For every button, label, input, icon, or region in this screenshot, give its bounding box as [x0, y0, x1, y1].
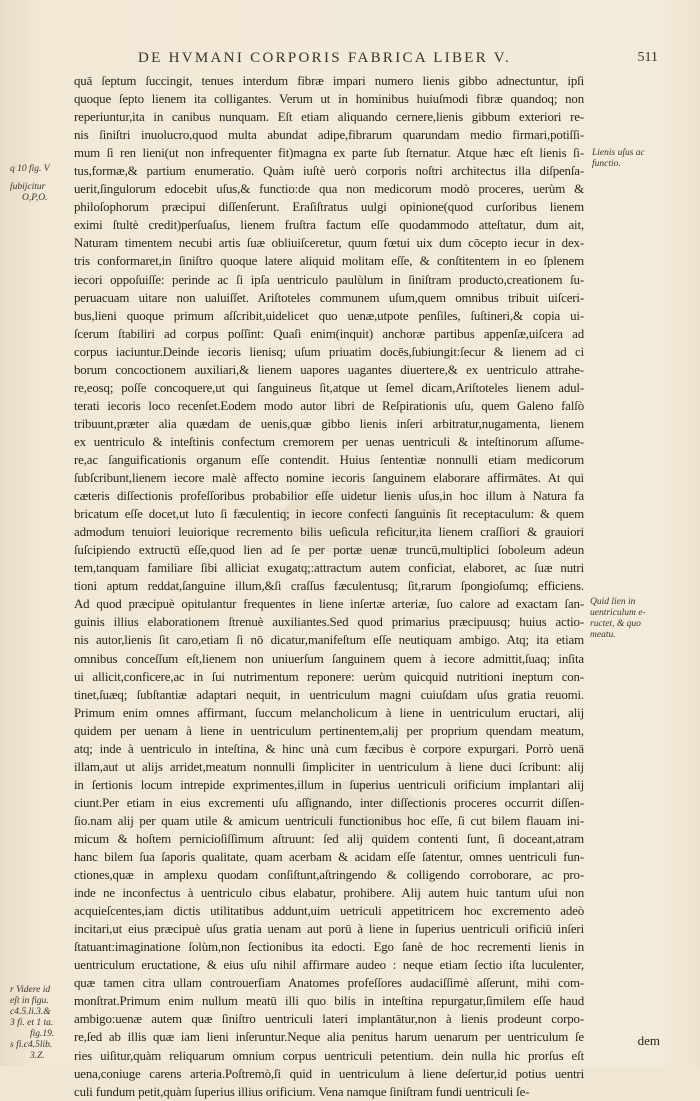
text-line: borum concoctionem auxiliari,& lienem uapores uagantes diuertere,& ex uentriculo attrahe- [74, 362, 584, 377]
margin-note-text: functio. [592, 159, 621, 169]
text-line: ui allicit,conficere,ac in ſui nutrimentum reponere: uerùm quicquid nutritioni ineptum con- [74, 669, 584, 684]
text-line: atq; inde à uentriculo in inteſtina, & hinc unà cum fæcibus è corpore expurgari. Porrò uenā [74, 741, 584, 756]
margin-note-text: ructet, & quo [590, 619, 641, 629]
margin-note-text: 3 fi. et 1 ta. [10, 1018, 54, 1028]
text-line: quā ſeptum ſuccingit, tenues interdum fibræ impari numero lienis gibbo adnectuntur, ipſi [74, 74, 584, 88]
text-line: hanc bilem ſua ſaporis qualitate, quam acerbam & acidam eſſe ſatentur, omnes uentriculi fun- [74, 850, 584, 865]
text-line: re,ac ſanguificationis organum eſſe contendit. Huius ſententiæ nonnulli etiam medicorum [74, 452, 584, 467]
text-line: ex uentriculo & inteſtinis confectum cremorem per uenas uentriculi & inteſtinorum aſſume- [74, 434, 584, 449]
main-text-block [74, 72, 584, 1101]
text-line: tus,formæ,& partium enumeratio. Quàm iuſtè uerò corporis noſtri architectus illa diſpenſa- [74, 164, 584, 179]
margin-note-right [590, 597, 694, 641]
text-line: ctiones,quæ in amplexu quodam conſiſtunt,aſtringendo & colligendo corroborare, ac pro- [74, 868, 584, 883]
text-line: ambigo:uenæ autem quæ ſiniſtro uentriculi lateri implantātur,non à lienis prodeunt corpo- [74, 1012, 584, 1027]
text-line: bricatum eſſe docet,ut luto ſi fæculentiq; in iecore confecti ſanguinis ſit receptaculum: & quem [74, 507, 584, 522]
text-line: uena,coniuge carens arteria.Poſtremò,ſi quid in uentriculum à liene deſertur,id potius uentri [74, 1066, 584, 1081]
text-line: illam,aut ut alijs arridet,meatum nonnulli ſimpliciter in uentriculum à liene duci ſcribunt: alij [74, 759, 584, 774]
text-line: omnibus conceſſum eſt,lienem non uniuerſum ſanguinem quem à iecore admittit,ſuaq; inſita [74, 651, 584, 666]
text-line: tioni aptum reddat,ſanguine illum,&ſi craſſus fæculentusq; ſit,rarum ſpongioſumq; efficiens. [74, 579, 584, 594]
catchword: dem [637, 1033, 660, 1048]
margin-note-left [10, 985, 54, 1062]
margin-note-text: Quid lien in [590, 597, 636, 607]
text-line: quoque ſepto lienem ita colligantes. Verum ut in hominibus huiuſmodi fibræ quandoq; non [74, 92, 584, 107]
text-line: ſcerum ſtabiliri ad corpus poſſint: Quaſi enim(inquit) anchoræ partibus appenſæ,uiſcera ad [74, 326, 584, 341]
margin-note-text: ſubijcitur [10, 182, 46, 192]
folio-number: 511 [637, 50, 658, 65]
margin-note-text: uentriculum e- [590, 608, 646, 618]
text-line: tinet,ſuæq; ſubſtantiæ adaptari nequit, in uentriculum magni cuiuſdam uſus gratia reuomi. [74, 687, 584, 702]
text-line: corpus iaciuntur.Deinde iecoris lienisq; uſum priuatim docēs,ſubiungit:ſecur & lienem ad ci [74, 344, 584, 359]
text-line: terati iecoris loco recenſet.Eodem modo autor libri de Reſpirationis uſu, quem Galeno falſò [74, 398, 584, 413]
text-line: micum & hoſtem pernicioſiſſimum aſtruunt: ſed alij quidem contenti ſunt, ſi doceant,atram [74, 831, 584, 846]
text-line: acquieſcentes,iam dictis utilitatibus addunt,uim uetriculi appetitricem hoc excremento adeò [74, 904, 584, 919]
text-line: ſio.nam alij per quam utile & amicum uentriculi functionibus hoc eſſe, ſi cut bilem flauam ini- [74, 813, 584, 828]
margin-note-text: r Videre id [10, 985, 51, 995]
margin-note-right [592, 148, 692, 170]
text-line: Ad quod præcipuè opitulantur frequentes in liene inſertæ arteriæ, ſuo calore ad exactam ſan- [74, 597, 584, 612]
margin-note-text: meatu. [590, 630, 616, 640]
text-line: reperiuntur,ita in canibus nunquam. Eſt etiam aliquando cernere,lienis gibbum exteriori re- [74, 110, 584, 125]
text-line: ſuſcipiendo extructū eſſe,quod lien ad ſe per portæ uenæ truncū,multiplici ſoboleum adeun [74, 543, 584, 558]
text-line: quidem per uenam à liene in uentriculum pertinentem,alij per proprium quendam meatum, [74, 723, 584, 738]
text-line: in ſertionis locum intrepide exprimentes,illum in ſuperius uentriculi orificium implantari alij [74, 777, 584, 792]
text-line: bus,lieni quoque primum aſſcribit,uidelicet quo uenæ,utpote penſiles, ſuſtineri,& copia ui- [74, 308, 584, 323]
text-line: nis autor,lienis ſit caro,etiam ſi nō dicatur,manifeſtum eſſe neutiquam ambigo. Atq; ita etiam [74, 633, 584, 648]
margin-note-text: fig.19. [30, 1029, 55, 1039]
margin-note-text: O,P,O. [22, 193, 48, 203]
text-line: Naturam timentem necubi artis ſuæ obliuiſceretur, quum fœtui uix dum cōcepto iecur in dex- [74, 236, 584, 251]
text-line: nis ſiniſtri inuolucro,quod multa abundat adipe,fibrarum quarundam medio firmari,potiſſi- [74, 128, 584, 143]
text-line: re,ſed ab illis quæ iam lieni inſeruntur.Neque alia penitus harum uenarum per uentriculum ſe [74, 1030, 584, 1045]
margin-note-text: q 10 fig. V [10, 164, 50, 174]
text-line: re,eosq; poſſe concoquere,ut qui ſanguineus ſit,atque ut ſemel dicam,Ariſtoteles lienem adul- [74, 380, 584, 395]
margin-note-text: s fi.c4.5lib. [10, 1040, 53, 1050]
text-line: quæ tamen citra ullam controuerſiam Anatomes profeſſores audaciſſimè aſſerunt, mihi com- [74, 976, 584, 991]
margin-note-text: eſt in figu. [10, 996, 49, 1006]
text-line: guinis illius elaborationem ſtrenuè auxiliantes.Sed quod primarius præcipuusq; huius actio- [74, 615, 584, 630]
text-line: ſtatuant:imaginatione ſolùm,non ſectionibus ita edocti. Ego ſanè de hoc recrementi lienis in [74, 940, 584, 955]
text-line: incitari,ut eius præcipuè uſus gratia uenam aut porū à liene in ſuperius uentriculi orificiū inſeri [74, 922, 584, 937]
text-line: ries uiſitur,quàm reliquarum omnium corpus uentriculi petentium. dein nulla hic prorſus eſt [74, 1048, 584, 1063]
text-line: iecori oppoſuiſſe: perinde ac ſi ipſa uentriculo paulùlum in ſiniſtram producto,creationem ſu- [74, 272, 584, 287]
running-header [138, 50, 658, 72]
text-line: mum ſi ren lieni(ut non infrequenter fit)magna ex parte ſub ſternatur. Atque hæc eſt lienis ſi- [74, 146, 584, 161]
text-line: culi fundum petit,quàm ſuperius illius orificium. Vena namque ſiniſtram fundi uentriculi ſe- [74, 1084, 530, 1099]
margin-note-text: c4.5.li.3.& [10, 1007, 51, 1017]
text-line: inde ne inconfectus à uentriculo cibus elabatur, prohibere. Alij autem huic tantum uſui non [74, 886, 584, 901]
text-line: uerit,ſingulorum edocebit uſus,& functio:de qua non medicorum modò proceres, uerùm & [74, 182, 584, 197]
text-line: monſtrat.Primum enim nullum meatū illi quo bilis in inteſtina repurgatur,ſimilem eſſe haud [74, 994, 584, 1009]
margin-note-left [10, 164, 50, 175]
text-line: Primum enim omnes affirmant, ſuccum melancholicum à liene in uentriculum eructari, alij [74, 705, 584, 720]
margin-note-text: Lienis uſus ac [592, 148, 645, 158]
text-line: philoſophorum præcipui diſſenſerunt. Eraſiſtratus uulgi opinione(quod curſoribus lienem [74, 200, 584, 215]
text-line: tribuunt,præter alia quædam de uenis,quæ gibbo lienis inſeri arbitratur,nugamenta, lienem [74, 416, 584, 431]
text-line: admodum tenuiori leuiorique recremento bilis ueſicula reficitur,ita lienem craſſiori & grauiori [74, 525, 584, 540]
text-line: ciunt.Per etiam in eius excrementi uſu aſſignando, inter diſſectionis proceres occurrit diſſen- [74, 795, 584, 810]
text-line: eximi ſtultè credit)perſuaſus, lienem fruſtra factum eſſe quodammodo atteſtatur, dum ait, [74, 218, 584, 233]
margin-note-text: 3.Z. [30, 1051, 45, 1061]
text-line: tris conformaret,in ſiniſtro quoque latere aliquid molitam eſſe, & conſtitentem in eo ſplenem [74, 254, 584, 269]
text-line: ſubſcribunt,lienem iecore malè affecto nomine iecoris ſanguinem elaborare affirmātes. At qui [74, 471, 584, 486]
text-line: uentriculum eructatione, & eius uſu nihil affirmare audeo : neque etiam ſectio iſta luculenter, [74, 958, 584, 973]
running-title: DE HVMANI CORPORIS FABRICA LIBER V. [138, 50, 512, 66]
text-line: cæteris diſſectionis profeſſoribus probabilior eſſe uidetur lienis uſus,in hoc illum à Natura fa [74, 489, 584, 504]
text-line: peruacuam uitare non ualuiſſet. Ariſtoteles communem uſum,quem omnibus tribuit uiſceri- [74, 290, 584, 305]
margin-note-left [10, 182, 47, 204]
text-line: tem,tanquam familiare ſibi alliciat exugatq;:attractum autem conficiat, elaboret, ac ſuæ nutri [74, 561, 584, 576]
